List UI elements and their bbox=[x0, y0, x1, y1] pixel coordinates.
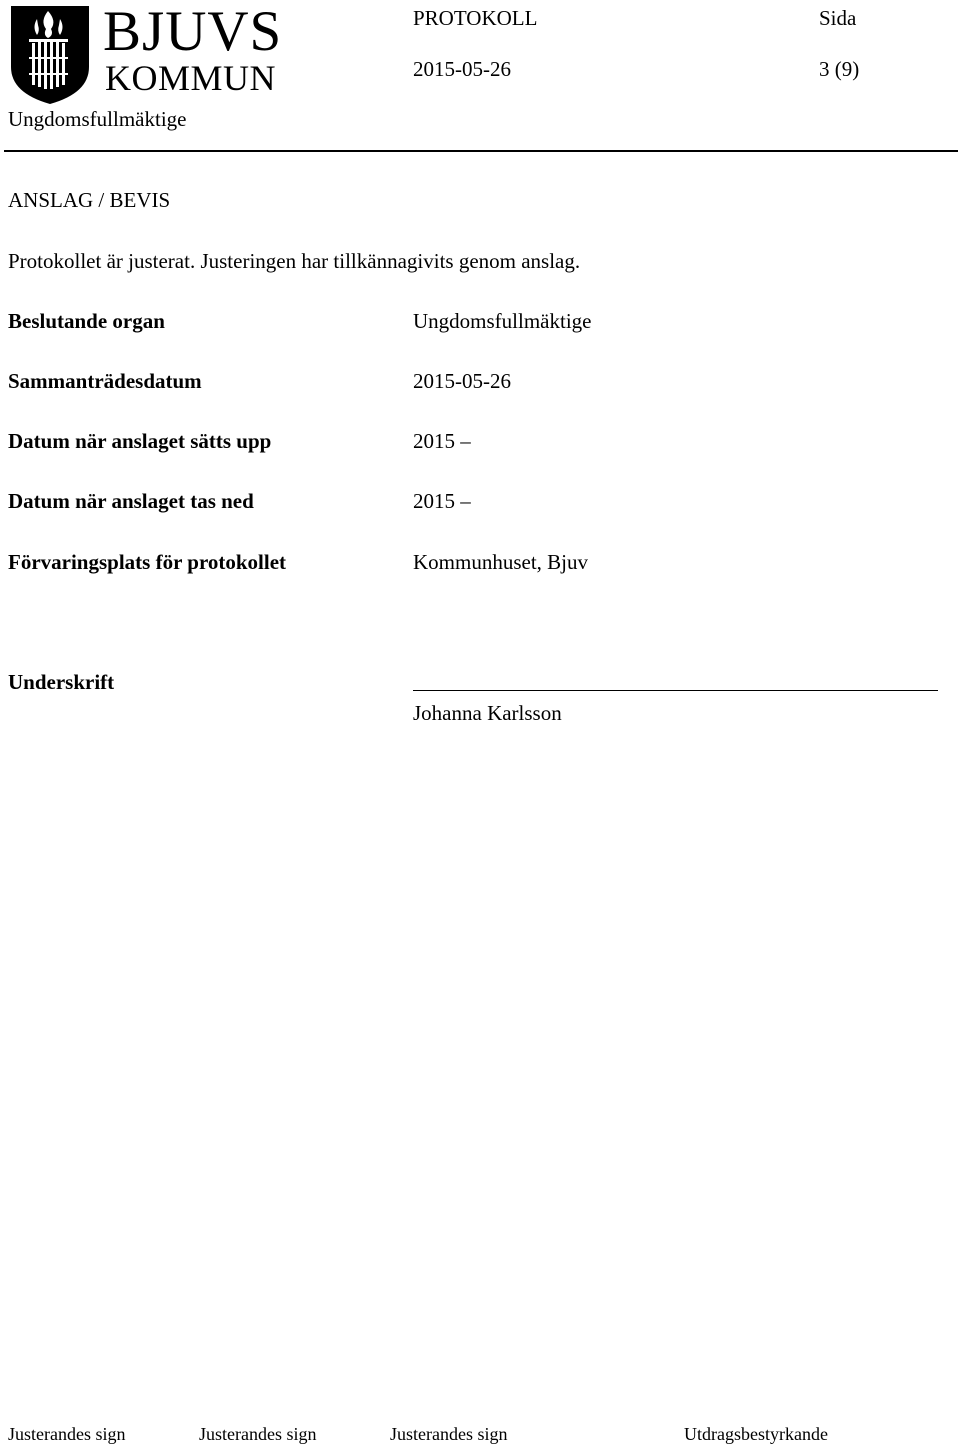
section-title: ANSLAG / BEVIS bbox=[8, 188, 171, 212]
doc-type: PROTOKOLL bbox=[413, 6, 538, 30]
field-value-beslutande-organ: Ungdomsfullmäktige bbox=[413, 309, 592, 333]
municipality-coat-of-arms-icon bbox=[10, 5, 90, 105]
signature-label: Underskrift bbox=[8, 670, 115, 694]
field-value-forvaringsplats: Kommunhuset, Bjuv bbox=[413, 550, 589, 574]
field-label-anslag-ned: Datum när anslaget tas ned bbox=[8, 489, 254, 513]
signature-line bbox=[413, 690, 938, 691]
field-label-anslag-upp: Datum när anslaget sätts upp bbox=[8, 429, 272, 453]
footer-utdragsbestyrkande: Utdragsbestyrkande bbox=[684, 1424, 828, 1444]
page-label: Sida bbox=[819, 6, 857, 30]
footer-justerandes-sign-2: Justerandes sign bbox=[199, 1424, 317, 1444]
header-divider bbox=[4, 150, 958, 152]
field-label-beslutande-organ: Beslutande organ bbox=[8, 309, 165, 333]
footer-justerandes-sign-3: Justerandes sign bbox=[390, 1424, 508, 1444]
footer-justerandes-sign-1: Justerandes sign bbox=[8, 1424, 126, 1444]
page-number: 3 (9) bbox=[819, 57, 860, 81]
header-date: 2015-05-26 bbox=[413, 57, 511, 81]
logo-subname: KOMMUN bbox=[105, 58, 277, 98]
field-value-anslag-upp: 2015 – bbox=[413, 429, 471, 453]
field-label-sammantradesdatum: Sammanträdesdatum bbox=[8, 369, 202, 393]
signature-name: Johanna Karlsson bbox=[413, 701, 562, 725]
logo-name: BJUVS bbox=[103, 0, 283, 63]
field-value-anslag-ned: 2015 – bbox=[413, 489, 471, 513]
header-organ: Ungdomsfullmäktige bbox=[8, 107, 187, 131]
field-value-sammantradesdatum: 2015-05-26 bbox=[413, 369, 511, 393]
intro-text: Protokollet är justerat. Justeringen har tillkännagivits genom anslag. bbox=[8, 249, 581, 273]
field-label-forvaringsplats: Förvaringsplats för protokollet bbox=[8, 550, 287, 574]
